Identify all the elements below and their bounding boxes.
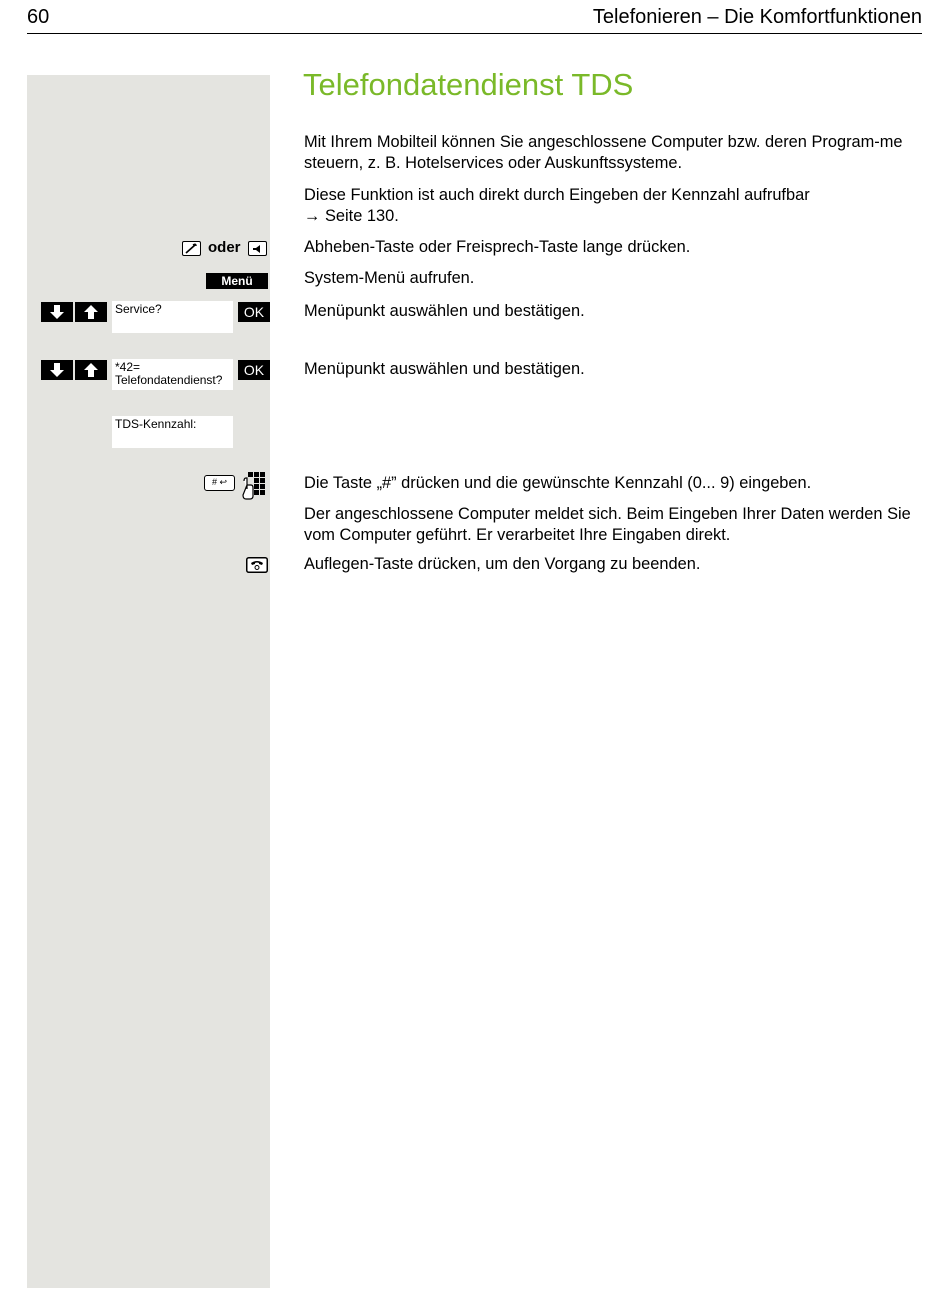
step-kennzahl-text: Die Taste „#” drücken und die gewünschte Kennzahl (0... 9) eingeben. <box>304 474 812 492</box>
step-onhook-text: Auflegen-Taste drücken, um den Vorgang zu beenden. <box>304 555 701 573</box>
step-offhook-text: Abheben-Taste oder Freisprech-Taste lange drücken. <box>304 238 691 256</box>
ok-key[interactable]: OK <box>238 302 270 322</box>
onhook-icon <box>246 557 268 578</box>
page-number: 60 <box>27 6 50 28</box>
intro-paragraph-1: Mit Ihrem Mobilteil können Sie angeschlossene Computer bzw. deren Program-me steuern, z. B. Hotelservices oder Auskunftssysteme. <box>304 133 903 172</box>
page-title: Telefondatendienst TDS <box>303 67 634 102</box>
arrow-up-icon[interactable] <box>75 360 107 380</box>
header-divider <box>27 33 922 34</box>
arrow-up-icon[interactable] <box>75 302 107 322</box>
step-tds-text: Menüpunkt auswählen und bestätigen. <box>304 360 585 378</box>
intro-paragraph-2-line1: Diese Funktion ist auch direkt durch Eingeben der Kennzahl aufrufbar <box>304 186 810 204</box>
display-tds <box>112 359 233 390</box>
instruction-sidebar <box>27 75 270 1288</box>
offhook-icon <box>182 241 201 256</box>
display-tds-label: Telefondatendienst? <box>115 373 223 387</box>
oder-label: oder <box>208 239 241 256</box>
arrow-down-icon[interactable] <box>41 360 73 380</box>
section-title: Telefonieren – Die Komfortfunktionen <box>592 6 922 28</box>
display-service: Service? <box>112 301 233 333</box>
speaker-icon <box>248 241 267 256</box>
step-service-text: Menüpunkt auswählen und bestätigen. <box>304 302 585 320</box>
display-tds-code: *42= <box>115 360 141 374</box>
menu-key[interactable]: Menü <box>206 273 268 289</box>
intro-paragraph-2-link: → Seite 130. <box>304 207 399 225</box>
step-computer-text: Der angeschlossene Computer meldet sich. Beim Eingeben Ihrer Daten werden Sie vom Computer geführt. Er verarbeitet Ihre Eingaben direkt. <box>304 505 911 544</box>
display-kennzahl: TDS-Kennzahl: <box>112 416 233 448</box>
arrow-down-icon[interactable] <box>41 302 73 322</box>
ok-key[interactable]: OK <box>238 360 270 380</box>
intro-paragraph-2 <box>304 185 924 227</box>
keypad-icon <box>242 471 268 506</box>
hash-key-icon[interactable]: # ↩ <box>204 475 235 491</box>
step-menu-text: System-Menü aufrufen. <box>304 269 475 287</box>
